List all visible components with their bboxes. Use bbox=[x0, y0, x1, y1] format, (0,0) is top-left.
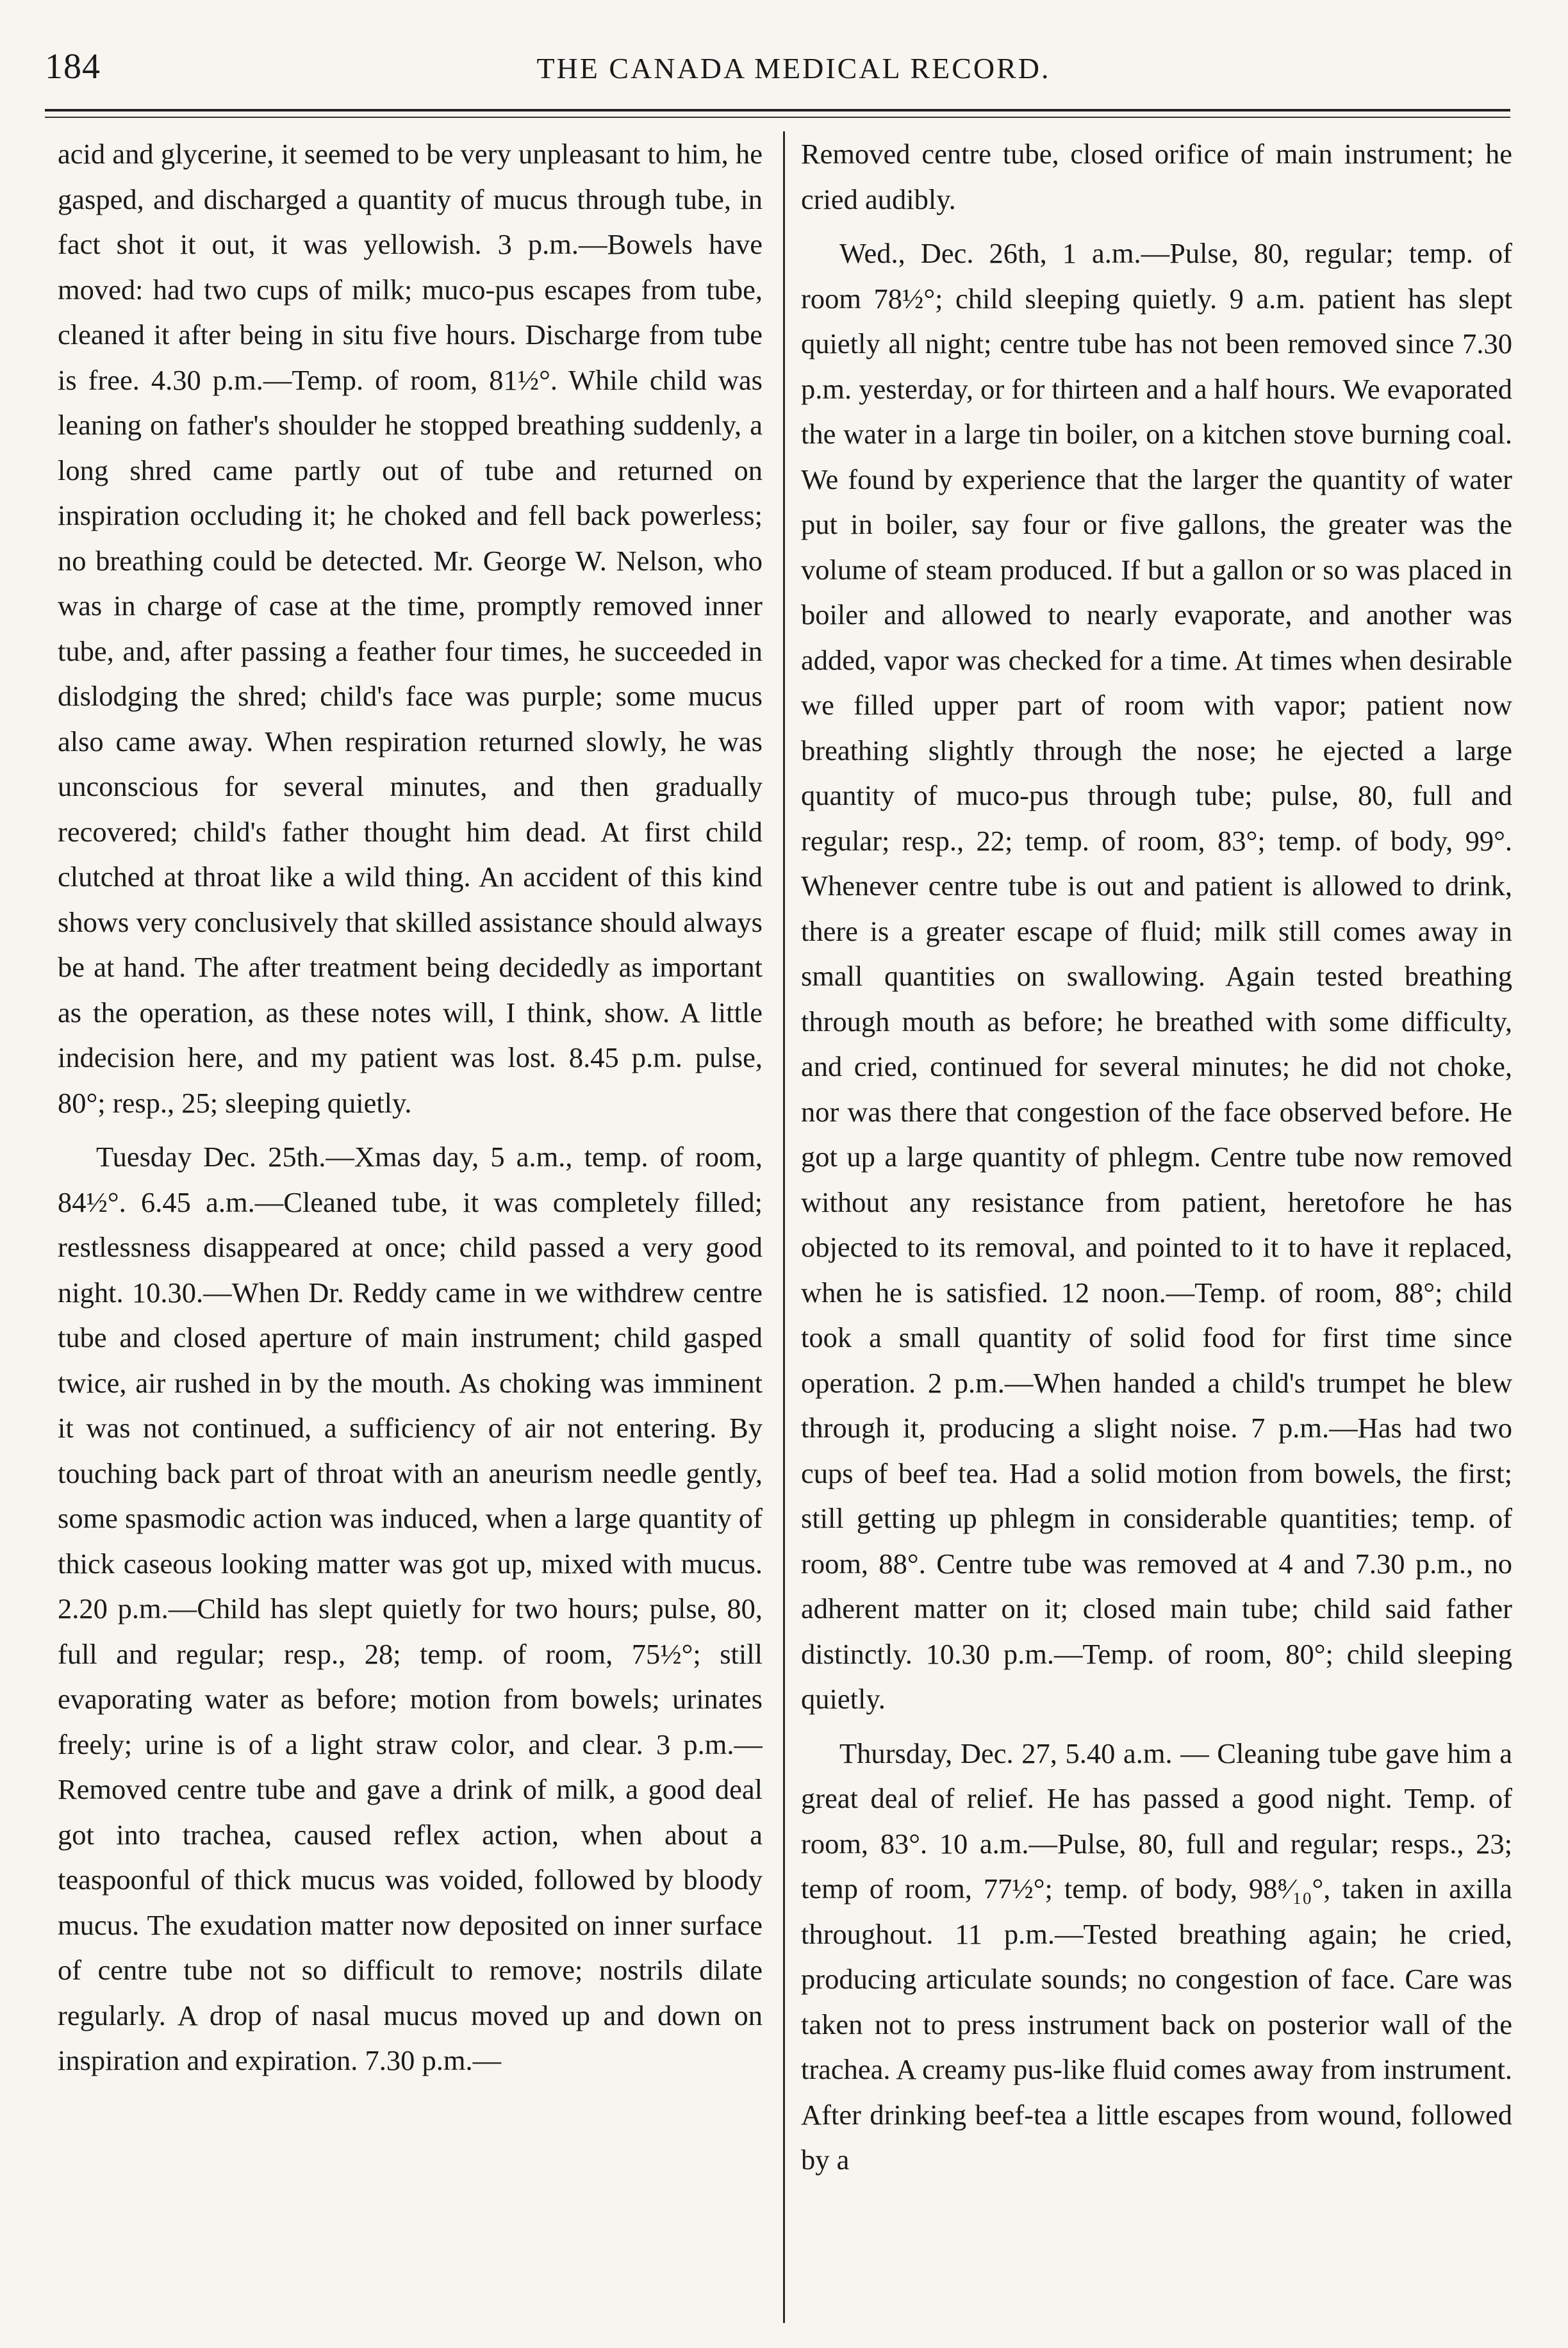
paragraph: Thursday, Dec. 27, 5.40 a.m. — Cleaning tube gave him a great deal of relief. He has passed a good night. Temp. of room, 83°. 10 a.m.—Pulse, 80, full and regular; resps., 23; temp of room, 77½°; temp. of body, 98⁸⁄₁₀°, taken in axilla throughout. 11 p.m.—Tested breathing again; he cried, producing articulate sounds; no congestion of face. Care was taken not to press instrument back on posterior wall of the trachea. A creamy pus-like fluid comes away from instrument. After drinking beef-tea a little escapes from wound, followed by a bbox=[801, 1737, 1512, 2176]
left-column bbox=[58, 131, 763, 2323]
column-divider bbox=[783, 131, 785, 2323]
right-column bbox=[801, 131, 1512, 2323]
header-rule-thick bbox=[45, 109, 1510, 112]
paragraph: Tuesday Dec. 25th.—Xmas day, 5 a.m., temp. of room, 84½°. 6.45 a.m.—Cleaned tube, it was completely filled; restlessness disappeared at once; child passed a very good night. 10.30.—When Dr. Reddy came in we withdrew centre tube and closed aperture of main instrument; child gasped twice, air rushed in by the mouth. As choking was imminent it was not continued, a sufficiency of air not entering. By touching back part of throat with an aneurism needle gently, some spasmodic action was induced, when a large quantity of thick caseous looking matter was got up, mixed with mucus. 2.20 p.m.—Child has slept quietly for two hours; pulse, 80, full and regular; resp., 28; temp. of room, 75½°; still evaporating water as before; motion from bowels; urinates freely; urine is of a light straw color, and clear. 3 p.m.—Removed centre tube and gave a drink of milk, a good deal got into trachea, caused reflex action, when about a teaspoonful of thick mucus was voided, followed by bloody mucus. The exudation matter now deposited on inner surface of centre tube not so difficult to remove; nostrils dilate regularly. A drop of nasal mucus moved up and down on inspiration and expiration. 7.30 p.m.— bbox=[58, 1141, 763, 2076]
page-number: 184 bbox=[45, 47, 101, 87]
paragraph: Wed., Dec. 26th, 1 a.m.—Pulse, 80, regular; temp. of room 78½°; child sleeping quietly. 9 a.m. patient has slept quietly all night; centre tube has not been removed since 7.30 p.m. yesterday, or for thirteen and a half hours. We evaporated the water in a large tin boiler, on a kitchen stove burning coal. We found by experience that the larger the quantity of water put in boiler, say four or five gallons, the greater was the volume of steam produced. If but a gallon or so was placed in boiler and allowed to nearly evaporate, and another was added, vapor was checked for a time. At times when desirable we filled upper part of room with vapor; patient now breathing slightly through the nose; he ejected a large quantity of muco-pus through tube; pulse, 80, full and regular; resp., 22; temp. of room, 83°; temp. of body, 99°. Whenever centre tube is out and patient is allowed to drink, there is a greater escape of fluid; milk still comes away in small quantities on swallowing. Again tested breathing through mouth as before; he breathed with some difficulty, and cried, continued for several minutes; he did not choke, nor was there that congestion of the face observed before. He got up a large quantity of phlegm. Centre tube now removed without any resistance from patient, heretofore he has objected to its removal, and pointed to it to have it replaced, when he is satisfied. 12 noon.—Temp. of room, 88°; child took a small quantity of solid food for first time since operation. 2 p.m.—When handed a child's trumpet he blew through it, producing a slight noise. 7 p.m.—Has had two cups of beef tea. Had a solid motion from bowels, the first; still getting up phlegm in considerable quantities; temp. of room, 88°. Centre tube was removed at 4 and 7.30 p.m., no adherent matter on it; closed main tube; child said father distinctly. 10.30 p.m.—Temp. of room, 80°; child sleeping quietly. bbox=[801, 237, 1512, 1715]
paragraph: Removed centre tube, closed orifice of main instrument; he cried audibly. bbox=[801, 138, 1512, 215]
header-rule-thin bbox=[45, 117, 1510, 118]
paragraph: acid and glycerine, it seemed to be very unpleasant to him, he gasped, and discharged a quantity of mucus through tube, in fact shot it out, it was yellowish. 3 p.m.—Bowels have moved: had two cups of milk; muco-pus escapes from tube, cleaned it after being in situ five hours. Discharge from tube is free. 4.30 p.m.—Temp. of room, 81½°. While child was leaning on father's shoulder he stopped breathing suddenly, a long shred came partly out of tube and returned on inspiration occluding it; he choked and fell back powerless; no breathing could be detected. Mr. George W. Nelson, who was in charge of case at the time, promptly removed inner tube, and, after passing a feather four times, he succeeded in dislodging the shred; child's face was purple; some mucus also came away. When respiration returned slowly, he was unconscious for several minutes, and then gradually recovered; child's father thought him dead. At first child clutched at throat like a wild thing. An accident of this kind shows very conclusively that skilled assistance should always be at hand. The after treatment being decidedly as important as the operation, as these notes will, I think, show. A little indecision here, and my patient was lost. 8.45 p.m. pulse, 80°; resp., 25; sleeping quietly. bbox=[58, 138, 763, 1119]
running-title: THE CANADA MEDICAL RECORD. bbox=[536, 52, 1051, 85]
